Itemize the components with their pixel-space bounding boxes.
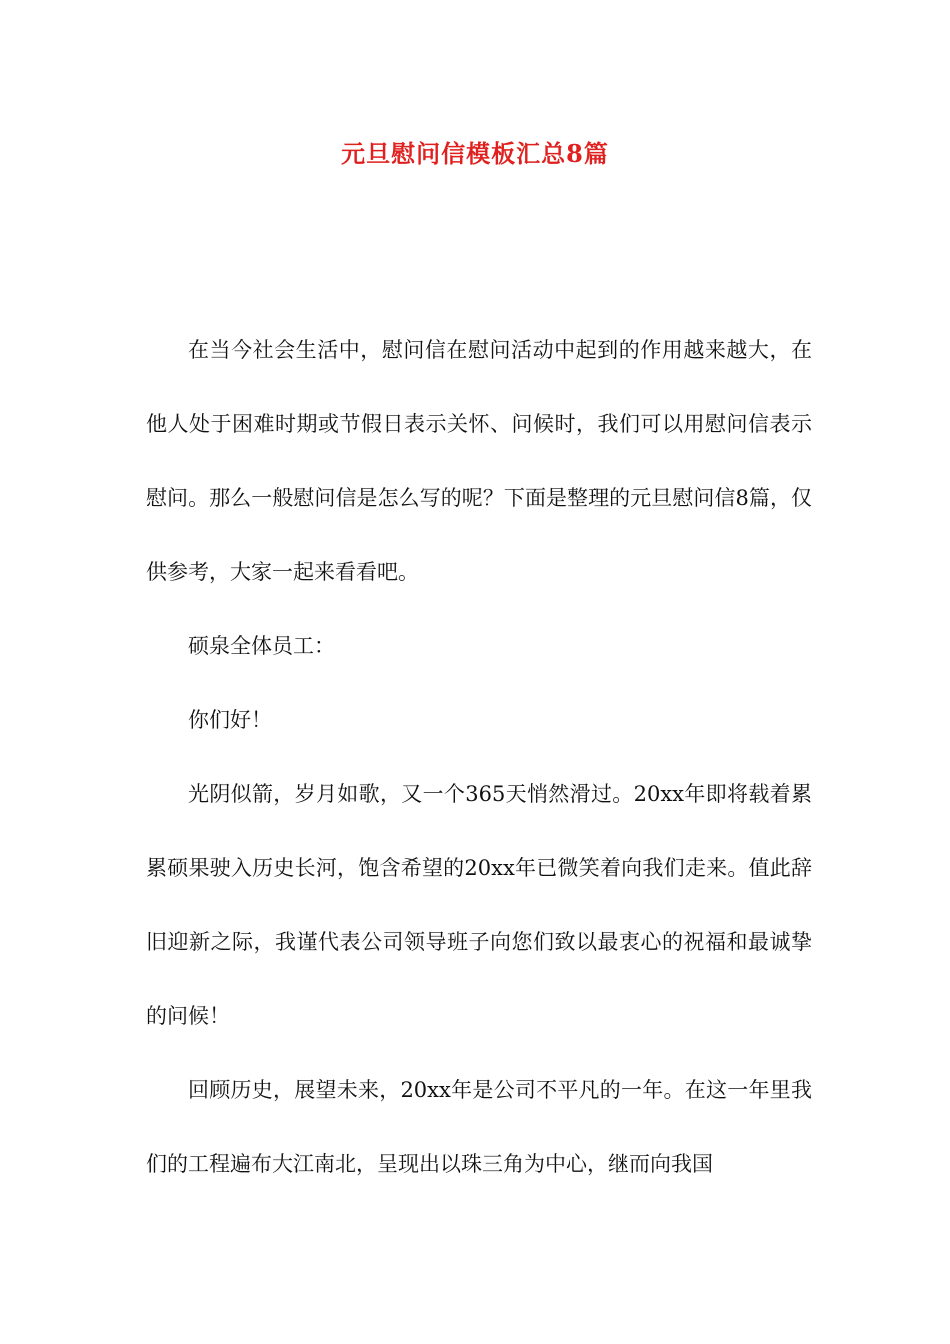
paragraph-new-year-wishes: 光阴似箭，岁月如歌，又一个365天悄然滑过。20xx年即将载着累累硕果驶入历史长河，饱含希望的20xx年已微笑着向我们走来。值此辞旧迎新之际，我谨代表公司领导班子向您们致以最衷心的祝福和最诚挚的问候！	[146, 782, 812, 1028]
document-title: 元旦慰问信模板汇总8篇	[341, 139, 609, 168]
paragraph-review: 回顾历史，展望未来，20xx年是公司不平凡的一年。在这一年里我们的工程遍布大江南北，呈现出以珠三角为中心，继而向我国	[146, 1078, 812, 1176]
paragraph-intro: 在当今社会生活中，慰问信在慰问活动中起到的作用越来越大，在他人处于困难时期或节假日表示关怀、问候时，我们可以用慰问信表示慰问。那么一般慰问信是怎么写的呢？下面是整理的元旦慰问信8篇，仅供参考，大家一起来看看吧。	[146, 338, 812, 584]
paragraph-salutation: 硕泉全体员工：	[188, 634, 335, 658]
paragraph-greeting: 你们好！	[188, 708, 272, 732]
document-body	[146, 313, 812, 1201]
